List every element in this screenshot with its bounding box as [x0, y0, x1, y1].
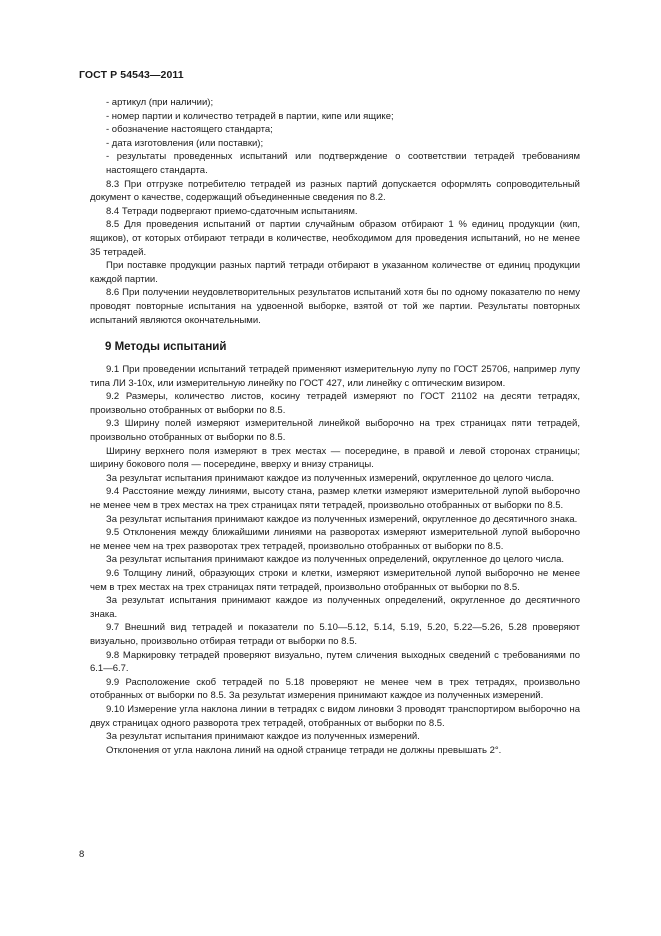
clause-9-10: 9.10 Измерение угла наклона линии в тетрадях с видом линовки 3 проводят транспортиром выборочно на двух страницах одного разворота трех тетрадей, отобранных от выборки по 8.5.: [90, 703, 580, 729]
clause-9-10-result: За результат испытания принимают каждое из полученных измерений.: [106, 731, 420, 743]
clause-9-10-tolerance: Отклонения от угла наклона линий на одной странице тетради не должны превышать 2°.: [106, 744, 502, 756]
clause-9-5-result: За результат испытания принимают каждое из полученных определений, округленное до целого числа.: [106, 554, 565, 566]
list-item-batch-number: - номер партии и количество тетрадей в партии, кипе или ящике;: [106, 110, 394, 122]
clause-9-4-result: За результат испытания принимают каждое из полученных измерений, округленное до десятичного знака.: [106, 513, 578, 525]
page-number: 8: [79, 849, 85, 860]
clause-9-3-result: За результат испытания принимают каждое из полученных измерений, округленное до целого числа.: [106, 472, 554, 484]
document-body: [90, 96, 580, 757]
list-item-standard-designation: - обозначение настоящего стандарта;: [106, 124, 273, 136]
list-item-manufacture-date: - дата изготовления (или поставки);: [106, 137, 264, 149]
clause-8-6: 8.6 При получении неудовлетворительных результатов испытаний хотя бы по одному показателю по нему проводят повторные испытания на удвоенной выборке, взятой от той же партии. Результаты повторных испытаний являются окончательными.: [90, 287, 580, 326]
section-title: 9 Методы испытаний: [105, 341, 227, 354]
list-item-article: - артикул (при наличии);: [106, 97, 214, 108]
clause-9-8: 9.8 Маркировку тетрадей проверяют визуально, путем сличения выходных сведений с требованиями по 6.1—6.7.: [90, 649, 580, 675]
clause-9-4: 9.4 Расстояние между линиями, высоту стана, размер клетки измеряют измерительной лупой выборочно не менее чем в трех местах на трех страницах пяти тетрадей, произвольно отобранных от выборки по 8.5.: [90, 486, 580, 512]
document-header: ГОСТ Р 54543—2011: [79, 69, 184, 81]
clause-9-6: 9.6 Толщину линий, образующих строки и клетки, измеряют измерительной лупой выборочно не менее чем в трех местах на трех страницах пяти тетрадей, произвольно отобранных от выборки по 8.5.: [90, 568, 580, 593]
clause-8-5: 8.5 Для проведения испытаний от партии случайным образом отбирают 1 % единиц продукции (кип, ящиков), от которых отбирают тетради в количестве, необходимом для проведения испытаний, но не менее 35 тетрадей.: [90, 219, 580, 258]
clause-8-4: 8.4 Тетради подвергают приемо-сдаточным испытаниям.: [106, 205, 358, 217]
clause-8-3: 8.3 При отгрузке потребителю тетрадей из разных партий допускается оформлять сопроводительный документ о качестве, содержащий объединенные сведения по 8.2.: [90, 178, 580, 204]
clause-9-3: 9.3 Ширину полей измеряют измерительной линейкой выборочно на трех страницах пяти тетрадей, произвольно отобранных от выборки по 8.5.: [90, 418, 580, 444]
clause-8-5-note: При поставке продукции разных партий тетради отбирают в указанном количестве от единиц продукции каждой партии.: [90, 260, 580, 285]
clause-9-6-result: За результат испытания принимают каждое из полученных определений, округленное до десятичного знака.: [90, 595, 580, 620]
clause-9-1: 9.1 При проведении испытаний тетрадей применяют измерительную лупу по ГОСТ 25706, например лупу типа ЛИ 3-10х, или измерительную линейку по ГОСТ 427, или линейку с оптическим визиром.: [90, 364, 580, 389]
clause-9-2: 9.2 Размеры, количество листов, косину тетрадей измеряют по ГОСТ 21102 на десяти тетрадях, произвольно отобранных от выборки по 8.5.: [90, 391, 580, 416]
clause-9-3-top-margin: Ширину верхнего поля измеряют в трех местах — посередине, в правой и левой сторонах страницы; ширину бокового поля — посередине, вверху и внизу страницы.: [90, 445, 580, 471]
list-item-test-results: - результаты проведенных испытаний или подтверждение о соответствии тетрадей требованиям настоящего стандарта.: [106, 151, 580, 176]
clause-9-7: 9.7 Внешний вид тетрадей и показатели по 5.10—5.12, 5.14, 5.19, 5.20, 5.22—5.26, 5.28 проверяют визуально, произвольно отбирая тетради от выборки по 8.5.: [90, 622, 580, 647]
clause-9-9: 9.9 Расположение скоб тетрадей по 5.18 проверяют не менее чем в трех тетрадях, произвольно отобранных от выборки по 8.5. За результат измерения принимают каждое из полученных измерений.: [90, 676, 580, 702]
clause-9-5: 9.5 Отклонения между ближайшими линиями на разворотах измеряют измерительной лупой выборочно не менее чем на трех разворотах трех тетрадей, произвольно отобранных от выборки по 8.5.: [90, 527, 580, 552]
